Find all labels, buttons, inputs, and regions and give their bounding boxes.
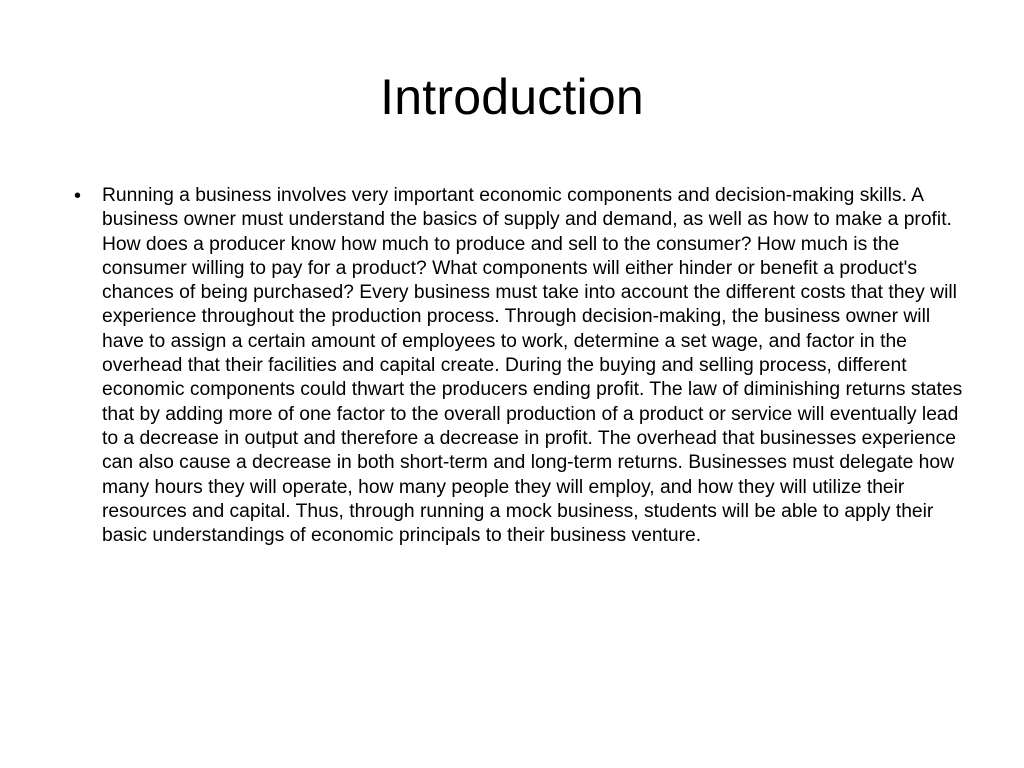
bullet-marker: • <box>74 185 82 207</box>
slide-title: Introduction <box>380 69 644 125</box>
bullet-item <box>74 184 964 548</box>
bullet-text: Running a business involves very important economic components and decision-making skills. A business owner must understand the basics of supply and demand, as well as how to make a profit. How does a producer know how much to produce and sell to the consumer? How much is the consumer willing to pay for a product? What components will either hinder or benefit a product's chances of being purchased? Every business must take into account the different costs that they will experience throughout the production process. Through decision-making, the business owner will have to assign a certain amount of employees to work, determine a set wage, and factor in the overhead that their facilities and capital create. During the buying and selling process, different economic components could thwart the producers ending profit. The law of diminishing returns states that by adding more of one factor to the overall production of a product or service will eventually lead to a decrease in output and therefore a decrease in profit. The overhead that businesses experience can also cause a decrease in both short-term and long-term returns. Businesses must delegate how many hours they will operate, how many people they will employ, and how they will utilize their resources and capital. Thus, through running a mock business, students will be able to apply their basic understandings of economic principals to their business venture. <box>102 185 963 547</box>
slide-body <box>74 184 964 548</box>
